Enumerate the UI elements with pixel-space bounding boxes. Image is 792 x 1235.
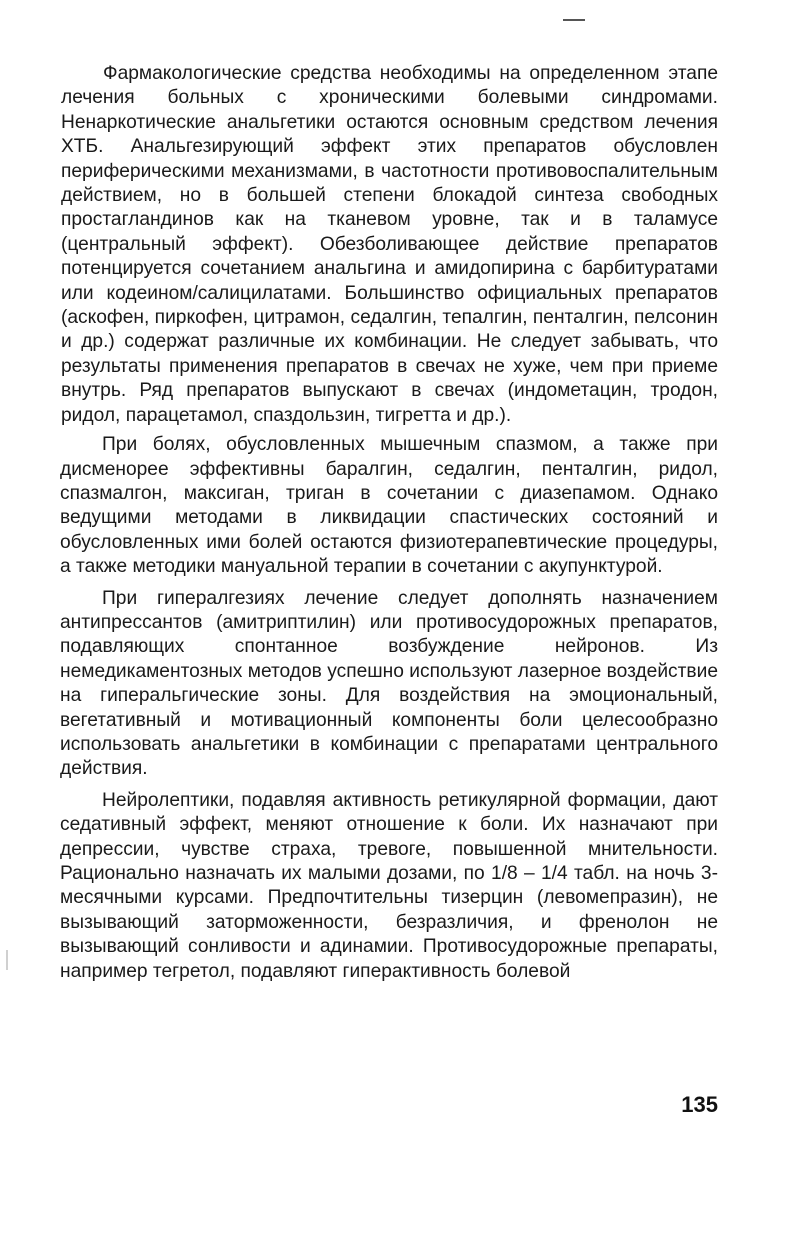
body-text (60, 62, 718, 984)
paragraph-3: При гипералгезиях лечение следует дополнять назначением антипрессантов (амитриптилин) или противосудорожных препаратов, подавляющих спонтанное возбуждение нейронов. Из немедикаментозных методов успешно используют лазерное воздействие на гиперальгические зоны. Для воздействия на эмоциональный, вегетативный и мотивационный компоненты боли целесообразно использовать анальгетики в комбинации с препаратами центрального действия. (60, 587, 718, 780)
paragraph-2: При болях, обусловленных мышечным спазмом, а также при дисменорее эффективны баралгин, седалгин, пенталгин, ридол, спазмалгон, максиган, триган в сочетании с диазепамом. Однако ведущими методами в ликвидации спастических состояний и обусловленных ими болей остаются физиотерапевтические процедуры, а также методики мануальной терапии в сочетании с акупунктурой. (60, 434, 718, 578)
scan-edge-mark (6, 950, 8, 970)
paragraph-4: Нейролептики, подавляя активность ретикулярной формации, дают седативный эффект, меняют отношение к боли. Их назначают при депрессии, чувстве страха, тревоге, повышенной мнительности. Рационально назначать их малыми дозами, по 1/8 – 1/4 табл. на ночь 3-месячными курсами. Предпочтительны тизерцин (левомепразин), не вызывающий заторможенности, безразличия, и френолон не вызывающий сонливости и адинамии. Противосудорожные препараты, например тегретол, подавляют гиперактивность болевой (60, 789, 718, 982)
top-margin-mark (563, 19, 585, 21)
page-number: 135 (681, 1092, 718, 1117)
paragraph-1: Фармакологические средства необходимы на определенном этапе лечения больных с хроническими болевыми синдромами. Ненаркотические анальгетики остаются основным средством лечения ХТБ. Анальгезирующий эффект этих препаратов обусловлен периферическими механизмами, в частотности противовоспалительным действием, но в большей степени блокадой синтеза свободных простагландинов как на тканевом уровне, так и в таламусе (центральный эффект). Обезболивающее действие препаратов потенцируется сочетанием анальгина и амидопирина с барбитуратами или кодеином/салицилатами. Большинство официальных препаратов (аскофен, пиркофен, цитрамон, седалгин, тепалгин, пенталгин, пелсонин и др.) содержат различные их комбинации. Не следует забывать, что результаты применения препаратов в свечах не хуже, чем при приеме внутрь. Ряд препаратов выпускают в свечах (индометацин, тродон, ридол, парацетамол, спаздользин, тигретта и др.). (61, 63, 718, 426)
